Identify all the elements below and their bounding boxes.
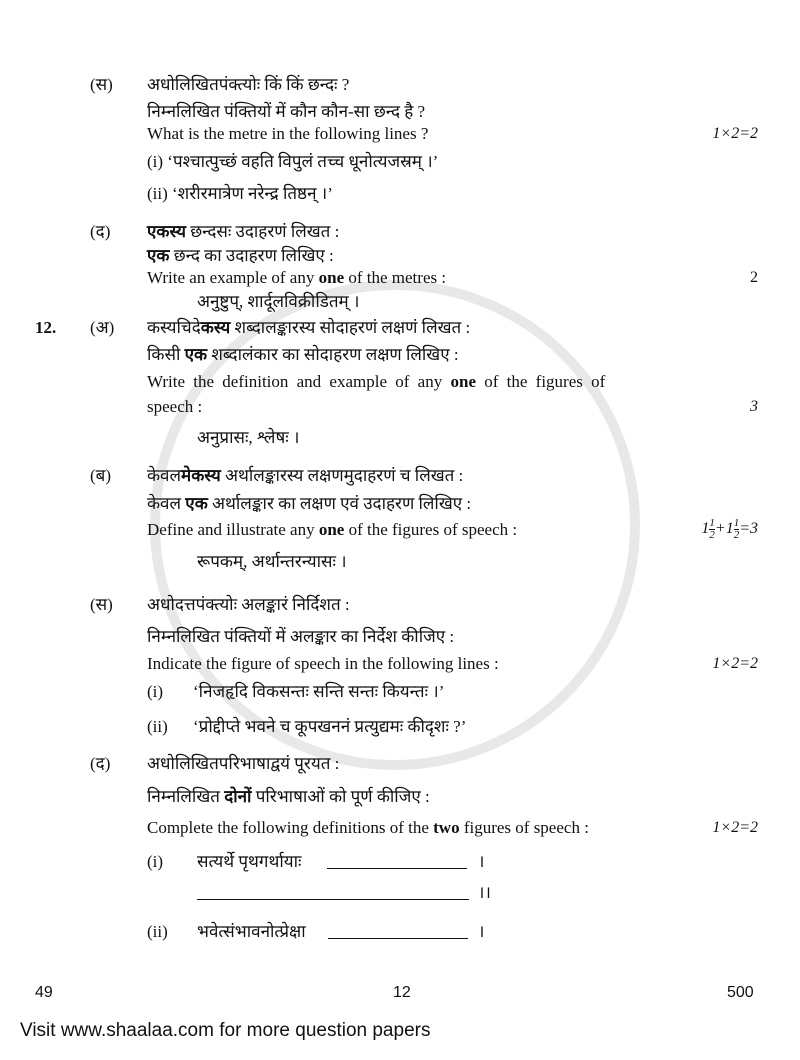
q11c-label: (स) — [90, 75, 113, 94]
q12b-label: (ब) — [90, 466, 112, 485]
q12b-sanskrit: केवलमेकस्य अर्थालङ्कारस्य लक्षणमुदाहरणं च लिखत : — [147, 466, 464, 485]
q11c-marks: 1×2=2 — [712, 125, 758, 142]
q12c-marks: 1×2=2 — [712, 655, 758, 672]
q12a-hindi: किसी एक शब्दालंकार का सोदाहरण लक्षण लिखिए : — [147, 345, 459, 364]
answer-blank[interactable] — [328, 924, 468, 939]
q12d-item: सत्यर्थे पृथगर्थायाः — [197, 852, 302, 871]
footer-right: 500 — [727, 984, 754, 1001]
q11c-english: What is the metre in the following lines ? — [147, 124, 429, 143]
q12a-english: Write the definition and example of any one of the figures of — [147, 372, 606, 391]
q11d-sanskrit: एकस्य छन्दसः उदाहरणं लिखत : — [147, 222, 340, 241]
q12d-sanskrit: अधोलिखितपरिभाषाद्वयं पूरयत : — [147, 754, 340, 773]
q11c-sanskrit: अधोलिखितपंक्त्योः किं किं छन्दः ? — [147, 75, 350, 94]
visit-link[interactable]: Visit www.shaalaa.com for more question papers — [20, 1020, 431, 1041]
q11c-item: (i) ‘पश्चात्पुच्छं वहति विपुलं तच्च धूनोत्यजस्रम् ।’ — [147, 152, 439, 171]
q12d-label: (द) — [90, 754, 111, 773]
q12d-item-num: (ii) — [147, 922, 168, 941]
page-number: 12 — [393, 984, 411, 1001]
q12d-english: Complete the following definitions of the two figures of speech : — [147, 818, 589, 837]
q12b-options: रूपकम्, अर्थान्तरन्यासः । — [197, 552, 347, 571]
q12d-marks: 1×2=2 — [712, 819, 758, 836]
q12d-hindi: निम्नलिखित दोनों परिभाषाओं को पूर्ण कीजिए : — [147, 787, 430, 806]
q11c-hindi: निम्नलिखित पंक्तियों में कौन कौन-सा छन्द है ? — [147, 102, 426, 121]
q12b-marks: 1 $\frac{1}{2}$ +1 $\frac{1}{2}$ =3 — [701, 517, 758, 541]
danda: । — [478, 922, 485, 941]
q12c-sanskrit: अधोदत्तपंक्त्योः अलङ्कारं निर्दिशत : — [147, 595, 350, 614]
q12a-sanskrit: कस्यचिदेकस्य शब्दालङ्कारस्य सोदाहरणं लक्षणं लिखत : — [147, 318, 471, 337]
q12a-options: अनुप्रासः, श्लेषः । — [197, 428, 300, 447]
q11d-options: अनुष्टुप्, शार्दूलविक्रीडितम् । — [197, 292, 360, 311]
double-danda: ।। — [478, 883, 491, 902]
q12a-marks: 3 — [750, 398, 758, 415]
q12-number: 12. — [35, 318, 57, 337]
q11d-label: (द) — [90, 222, 111, 241]
q12c-label: (स) — [90, 595, 113, 614]
q12a-label: (अ) — [90, 318, 115, 337]
answer-blank[interactable] — [197, 885, 469, 900]
q12b-english: Define and illustrate any one of the figures of speech : — [147, 520, 518, 539]
q12c-hindi: निम्नलिखित पंक्तियों में अलङ्कार का निर्देश कीजिए : — [147, 627, 455, 646]
q11d-english: Write an example of any one of the metres : — [147, 268, 447, 287]
footer-code: 49 — [35, 984, 53, 1001]
q12c-item: ‘प्रोद्दीप्ते भवने च कूपखननं प्रत्युद्यमः कीदृशः ?’ — [193, 717, 467, 736]
q11c-item: (ii) ‘शरीरमात्रेण नरेन्द्र तिष्ठन् ।’ — [147, 184, 333, 203]
q12a-english-line2: speech : — [147, 397, 203, 416]
q12c-item: ‘निजहृदि विकसन्तः सन्ति सन्तः कियन्तः ।’ — [193, 682, 445, 701]
q12c-english: Indicate the figure of speech in the following lines : — [147, 654, 499, 673]
q11d-hindi: एक छन्द का उदाहरण लिखिए : — [147, 246, 334, 265]
q12c-item-num: (i) — [147, 682, 164, 701]
q12d-item: भवेत्संभावनोत्प्रेक्षा — [197, 922, 306, 941]
q11d-marks: 2 — [750, 269, 758, 286]
q12d-item-num: (i) — [147, 852, 164, 871]
q12c-item-num: (ii) — [147, 717, 168, 736]
q12b-hindi: केवल एक अर्थालङ्कार का लक्षण एवं उदाहरण लिखिए : — [147, 494, 472, 513]
danda: । — [478, 852, 485, 871]
answer-blank[interactable] — [327, 854, 467, 869]
